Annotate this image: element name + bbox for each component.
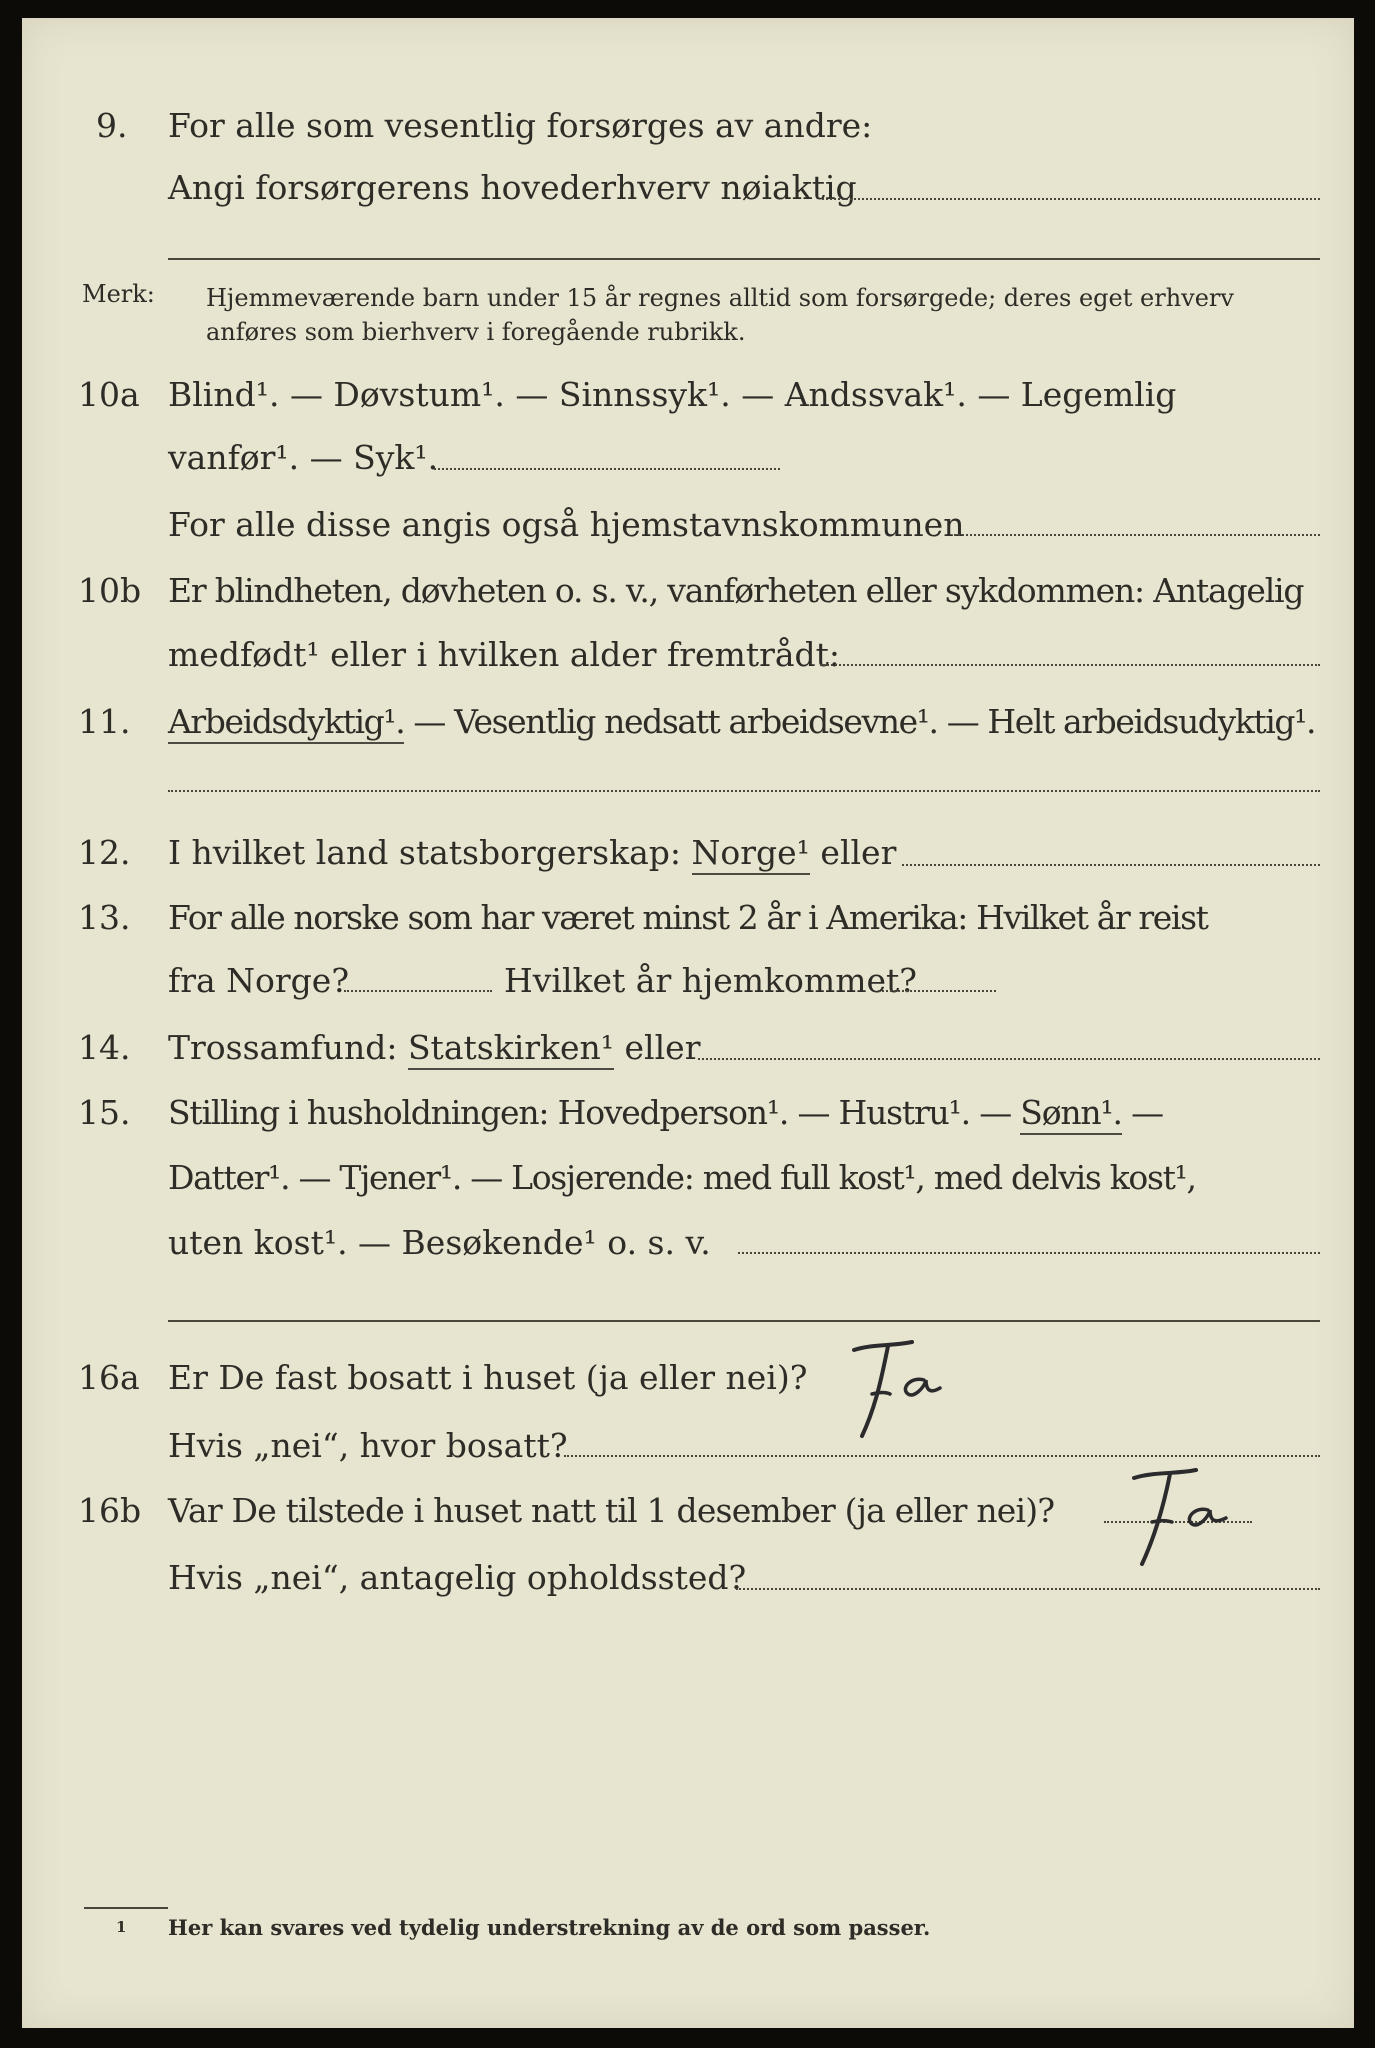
q15-line2: Datter¹. — Tjener¹. — Losjerende: med full kost¹, med delvis kost¹, — [168, 1158, 1196, 1197]
q12-number: 12. — [78, 833, 131, 872]
q9-line2: Angi forsørgerens hovederhverv nøiaktig — [168, 168, 857, 207]
q10b-number: 10b — [78, 571, 142, 610]
q10a-kommune-line[interactable] — [954, 534, 1320, 536]
q12-post: eller — [809, 833, 897, 872]
q13-line2a: fra Norge? — [168, 961, 350, 1000]
q10a-line2: vanfør¹. — Syk¹. — [168, 438, 439, 477]
q12-pre: I hvilket land statsborgerskap: — [168, 833, 692, 872]
q13-line2b: Hvilket år hjemkommet? — [504, 961, 917, 1000]
q15-line1a: Stilling i husholdningen: Hovedperson¹. — Hustru¹. — — [168, 1093, 1021, 1132]
q15-line3: uten kost¹. — Besøkende¹ o. s. v. — [168, 1223, 711, 1262]
merk-label: Merk: — [82, 280, 155, 308]
q14-answer-statskirken[interactable]: Statskirken¹ — [408, 1028, 614, 1070]
q14-post: eller — [614, 1028, 701, 1067]
q13-hjemkommet-line[interactable] — [878, 990, 996, 992]
q11-rest: — Vesentlig nedsatt arbeidsevne¹. — Helt arbeidsudyktig¹. — [404, 702, 1316, 741]
q14-pre: Trossamfund: — [168, 1028, 408, 1067]
q13-line1: For alle norske som har været minst 2 år i Amerika: Hvilket år reist — [168, 898, 1208, 937]
q16b-number: 16b — [78, 1491, 142, 1530]
q16a-handwritten-answer[interactable] — [842, 1336, 952, 1446]
census-form-page — [22, 18, 1354, 2028]
q10a-number: 10a — [78, 375, 140, 414]
q12-line — [168, 833, 896, 872]
q10b-line2: medfødt¹ eller i hvilken alder fremtrådt: — [168, 635, 841, 674]
q9-answer-line[interactable] — [822, 198, 1320, 200]
q15-number: 15. — [78, 1093, 131, 1132]
q16a-number: 16a — [78, 1358, 140, 1397]
q9-number: 9. — [96, 106, 128, 145]
q14-number: 14. — [78, 1028, 131, 1067]
merk-line2: anføres som bierhverv i foregående rubrikk. — [206, 318, 746, 346]
q16b-handwritten-answer[interactable] — [1120, 1464, 1240, 1574]
q15-answer-line[interactable] — [738, 1252, 1320, 1254]
q16b-opholdssted-line[interactable] — [736, 1588, 1320, 1590]
q12-answer-norge[interactable]: Norge¹ — [692, 833, 810, 875]
q15-answer-sonn[interactable]: Sønn¹. — [1020, 1093, 1122, 1135]
q11-answer-line[interactable] — [168, 790, 1320, 792]
q11-number: 11. — [78, 702, 131, 741]
q10a-line3: For alle disse angis også hjemstavnskommunen — [168, 505, 965, 544]
q16a-line1: Er De fast bosatt i huset (ja eller nei)? — [168, 1358, 808, 1397]
q14-answer-line[interactable] — [698, 1058, 1320, 1060]
q11-line — [168, 702, 1315, 741]
footnote-separator — [84, 1907, 168, 1909]
section-divider — [168, 258, 1320, 260]
section-divider-2 — [168, 1320, 1320, 1322]
q16a-answer-line[interactable] — [564, 1455, 1320, 1457]
footnote-text: Her kan svares ved tydelig understrekning av de ord som passer. — [168, 1915, 931, 1940]
q13-number: 13. — [78, 898, 131, 937]
merk-line1: Hjemmeværende barn under 15 år regnes alltid som forsørgede; deres eget erhverv — [206, 284, 1234, 312]
q16b-line2: Hvis „nei“, antagelig opholdssted? — [168, 1558, 747, 1597]
q10a-answer-line[interactable] — [434, 468, 780, 470]
q14-line — [168, 1028, 700, 1067]
q10b-line1: Er blindheten, døvheten o. s. v., vanførheten eller sykdommen: Antagelig — [168, 571, 1304, 610]
q10b-answer-line[interactable] — [820, 664, 1320, 666]
footnote-mark: 1 — [116, 1918, 127, 1936]
q9-line1: For alle som vesentlig forsørges av andre: — [168, 106, 873, 145]
q13-reist-line[interactable] — [344, 990, 492, 992]
q11-answer-arbeidsdyktig[interactable]: Arbeidsdyktig¹. — [168, 702, 404, 744]
q16a-line2: Hvis „nei“, hvor bosatt? — [168, 1426, 568, 1465]
q16b-line1: Var De tilstede i huset natt til 1 desember (ja eller nei)? — [168, 1491, 1055, 1530]
q10a-line1: Blind¹. — Døvstum¹. — Sinnssyk¹. — Andssvak¹. — Legemlig — [168, 375, 1177, 414]
q15-line1 — [168, 1093, 1163, 1132]
q12-answer-line[interactable] — [902, 864, 1320, 866]
q15-line1b: — — [1121, 1093, 1163, 1132]
